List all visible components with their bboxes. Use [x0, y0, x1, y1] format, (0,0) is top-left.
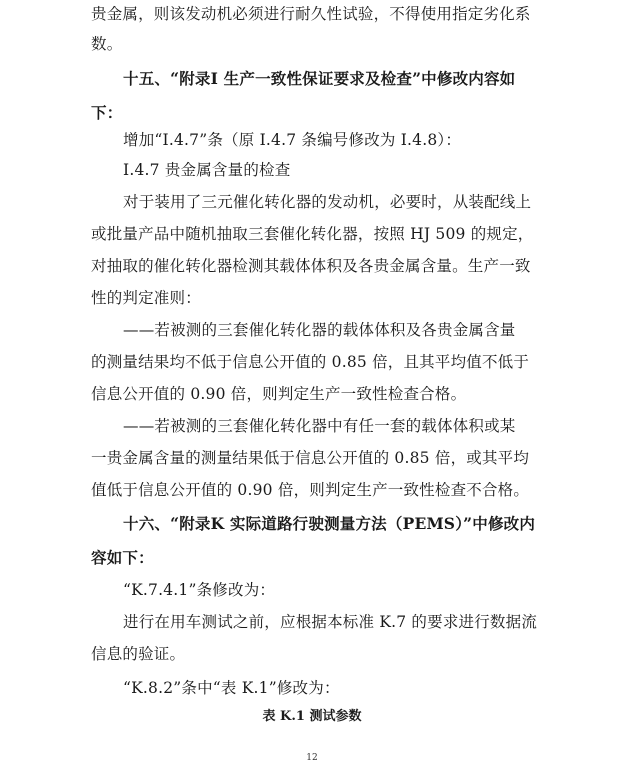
- body-text-line: 对抽取的催化转化器检测其载体体积及各贵金属含量。生产一致: [91, 257, 531, 275]
- body-text-line: 对于装用了三元催化转化器的发动机，必要时，从装配线上: [123, 193, 532, 211]
- body-text-line: 或批量产品中随机抽取三套催化转化器，按照 HJ 509 的规定，: [91, 225, 534, 243]
- body-text-line: ——若被测的三套催化转化器中有任一套的载体体积或某: [123, 417, 516, 435]
- clause-heading: I.4.7 贵金属含量的检查: [123, 161, 291, 179]
- body-text-line: 贵金属，则该发动机必须进行耐久性试验，不得使用指定劣化系: [91, 5, 531, 23]
- page-number: 12: [306, 753, 318, 763]
- body-text-line: 的测量结果均不低于信息公开值的 0.85 倍，且其平均值不低于: [91, 353, 530, 371]
- body-text-line: 一贵金属含量的测量结果低于信息公开值的 0.85 倍，或其平均: [91, 449, 530, 467]
- body-text-line: 信息公开值的 0.90 倍，则判定生产一致性检查合格。: [91, 385, 467, 403]
- body-text-line: ——若被测的三套催化转化器的载体体积及各贵金属含量: [123, 321, 516, 339]
- section-heading-15: 十五、“附录I 生产一致性保证要求及检查”中修改内容如: [123, 69, 516, 88]
- body-text-line: 信息的验证。: [91, 645, 186, 663]
- body-text-line: 增加“I.4.7”条（原 I.4.7 条编号修改为 I.4.8）：: [123, 131, 462, 149]
- section-heading-15-continued: 下：: [91, 103, 123, 122]
- section-heading-16: 十六、“附录K 实际道路行驶测量方法（PEMS）”中修改内: [123, 514, 536, 533]
- section-heading-16-continued: 容如下：: [91, 548, 154, 567]
- body-text-line: “K.8.2”条中“表 K.1”修改为：: [123, 679, 340, 697]
- body-text-line: “K.7.4.1”条修改为：: [123, 581, 276, 599]
- body-text-line: 进行在用车测试之前，应根据本标准 K.7 的要求进行数据流: [123, 613, 538, 631]
- table-caption: 表 K.1 测试参数: [262, 709, 362, 724]
- body-text-line: 数。: [91, 35, 123, 53]
- body-text-line: 值低于信息公开值的 0.90 倍，则判定生产一致性检查不合格。: [91, 481, 530, 499]
- body-text-line: 性的判定准则：: [91, 289, 201, 307]
